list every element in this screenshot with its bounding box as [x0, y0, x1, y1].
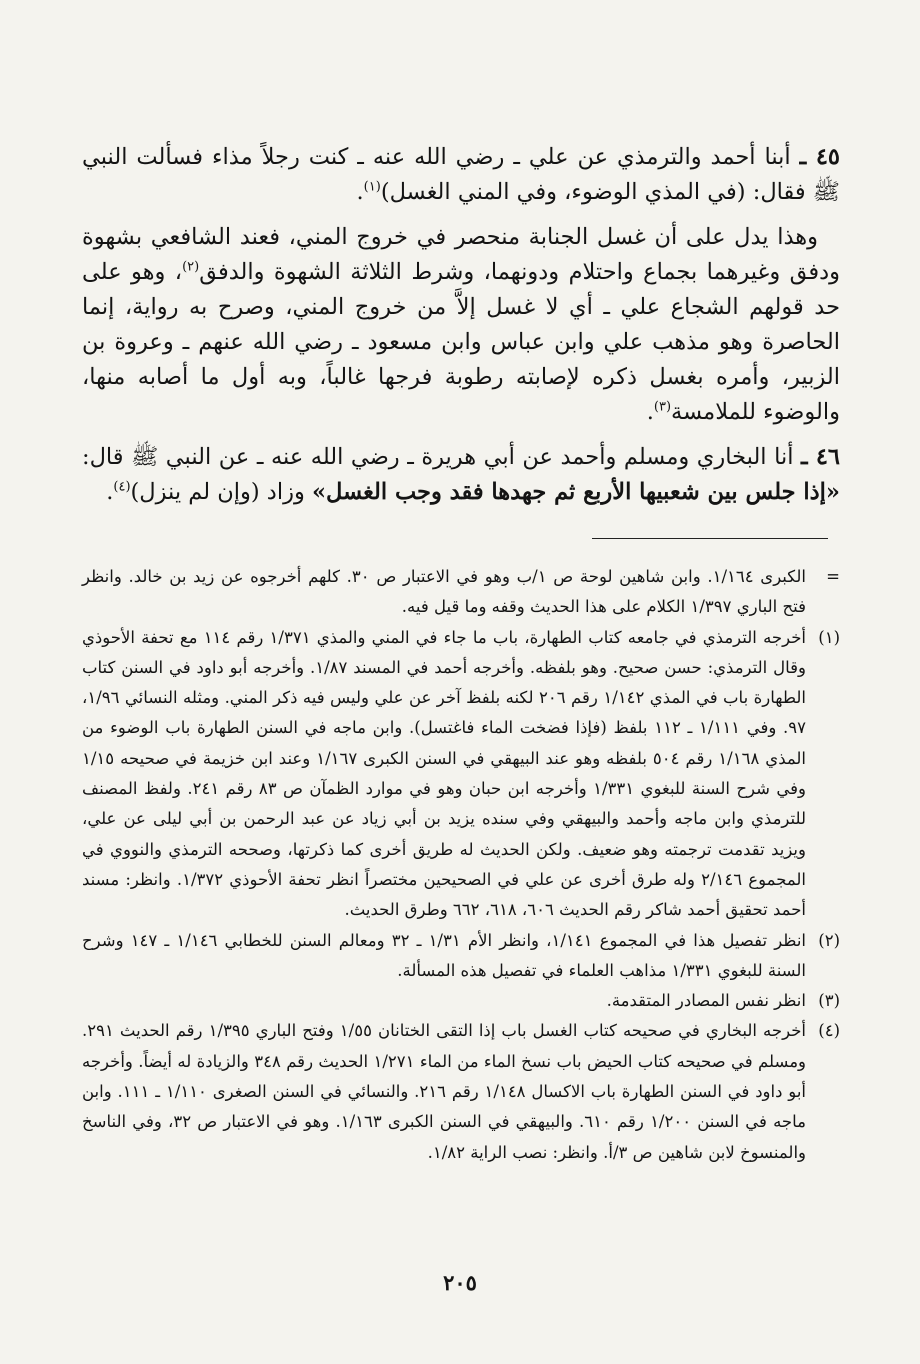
page-number: ٢٠٥ [443, 1270, 477, 1295]
footnote-text: انظر نفس المصادر المتقدمة. [606, 991, 806, 1011]
footnote-ref[interactable]: (٤) [113, 479, 131, 495]
footnote-2 [82, 926, 840, 987]
footnote-text: أخرجه البخاري في صحيحه كتاب الغسل باب إذا التقى الختانان ١/٥٥ وفتح الباري ١/٣٩٥ رقم الحديث ٢٩١. ومسلم في صحيحه كتاب الحيض باب نسخ الماء من الماء ١/٢٧١ الحديث رقم ٣٤٨ والزيادة له أيضاً. وأخرجه أبو داود في السنن الطهارة باب الاكسال ١/١٤٨ رقم ٢١٦. والنسائي في السنن الصغرى ١/١١٠ ـ ١١١. وابن ماجه في السنن ١/٢٠٠ رقم ٦١٠. والبيهقي في السنن الكبرى ١/١٦٣. وهو في الاعتبار ص ٣٢، وفي الناسخ والمنسوخ لابن شاهين ص ٣/أ. وانظر: نصب الراية ١/٨٢. [82, 1021, 807, 1162]
footnote-mark: (٤) [818, 1021, 840, 1041]
footnote-mark: (٢) [818, 930, 840, 950]
period: . [356, 179, 364, 205]
hadith-text: أنا البخاري ومسلم وأحمد عن أبي هريرة ـ رضي الله عنه ـ عن النبي ﷺ قال: [82, 444, 794, 470]
hadith-45 [82, 140, 840, 210]
commentary-text: وهذا يدل على أن غسل الجنابة منحصر في خروج المني، فعند الشافعي بشهوة ودفق وغيرهما بجماع واحتلام ودونهما، وشرط الثلاثة الشهوة والدفق [82, 224, 840, 285]
footnote-3 [82, 986, 840, 1016]
hadith-quote: «إذا جلس بين شعبيها الأربع ثم جهدها فقد وجب الغسل» [311, 479, 840, 505]
main-text [82, 140, 840, 520]
footnote-ref[interactable]: (٣) [653, 399, 672, 415]
footnote-text: انظر تفصيل هذا في المجموع ١/١٤١، وانظر الأم ١/٣١ ـ ٣٢ ومعالم السنن للخطابي ١/١٤٦ ـ ١٤٧ وشرح السنة للبغوي ١/٣٣١ مذاهب العلماء في تفصيل هذه المسألة. [82, 930, 807, 980]
hadith-text: أبنا أحمد والترمذي عن علي ـ رضي الله عنه ـ كنت رجلاً مذاء فسألت النبي ﷺ فقال: (في المذي الوضوء، وفي المني الغسل) [82, 144, 840, 205]
footnote-1 [82, 623, 840, 926]
commentary-paragraph [82, 220, 840, 430]
period: . [646, 399, 654, 425]
footnote-ref[interactable]: (١) [363, 179, 381, 195]
footnote-mark: (٣) [818, 991, 840, 1011]
hadith-number: ٤٥ ـ [799, 144, 840, 170]
footnote-4 [82, 1016, 840, 1167]
footnote-text: أخرجه الترمذي في جامعه كتاب الطهارة، باب ما جاء في المني والمذي ١/٣٧١ رقم ١١٤ مع تحفة الأحوذي وقال الترمذي: حسن صحيح. وهو بلفظه. وأخرجه أحمد في المسند ١/٨٧. وأخرجه أبو داود في السنن كتاب الطهارة باب في المذي ١/١٤٢ رقم ٢٠٦ لكنه بلفظ آخر عن علي وليس فيه ذكر المني. ومثله النسائي ١/٩٦، ٩٧. وفي ١/١١١ ـ ١١٢ بلفظ (فإذا فضخت الماء فاغتسل). وابن ماجه في السنن الطهارة باب الوضوء من المذي ١/١٦٨ رقم ٥٠٤ بلفظه وهو عند البيهقي في السنن الكبرى ١/١٦٧ وعند ابن خزيمة في صحيحه ١/١٥ وفي شرح السنة للبغوي ١/٣٣١ وأخرجه ابن حبان وهو في موارد الظمآن ص ٨٣ رقم ٢٤١. ولفظ المصنف للترمذي وابن ماجه وأحمد والبيهقي وفي سنده يزيد بن أبي زياد عن عبد الرحمن بن أبي ليلى عن علي، ويزيد تقدمت ترجمته وهو ضعيف. ولكن الحديث له طريق أخرى كما ذكرتها، وصححه الترمذي والنووي في المجموع ٢/١٤٦ وله طرق أخرى عن علي في الصحيحين مختصراً انظر تحفة الأحوذي ١/٣٧٢. وانظر: مسند أحمد تحقيق أحمد شاكر رقم الحديث ٦٠٦، ٦١٨، ٦٦٢ وطرق الحديث. [82, 627, 807, 920]
period: . [106, 479, 114, 505]
footnote-ref[interactable]: (٢) [182, 259, 200, 275]
hadith-number: ٤٦ ـ [801, 444, 840, 470]
hadith-46 [82, 440, 840, 510]
footnote-mark: = [826, 567, 840, 586]
footnote-continuation [82, 562, 840, 623]
hadith-text: وزاد (وإن لم ينزل) [130, 479, 305, 505]
commentary-text: ، وهو على حد قولهم الشجاع علي ـ أي لا غسل إلاَّ من خروج المني، وصرح به رواية، إنما الحاصرة وهو مذهب علي وابن عباس وابن مسعود ـ رضي الله عنهم ـ وعروة بن الزبير، وأمره بغسل ذكره لإصابته رطوبة فرجها غالباً، وبه أول ما أصابه منها، والوضوء للملامسة [82, 259, 840, 425]
footnote-separator [592, 538, 828, 539]
footnotes [82, 562, 840, 1168]
footnote-mark: (١) [818, 627, 840, 647]
footnote-text: الكبرى ١/١٦٤. وابن شاهين لوحة ص ١/ب وهو في الاعتبار ص ٣٠. كلهم أخرجوه عن زيد بن خالد. وانظر فتح الباري ١/٣٩٧ الكلام على هذا الحديث وقفه وما قيل فيه. [82, 567, 807, 617]
